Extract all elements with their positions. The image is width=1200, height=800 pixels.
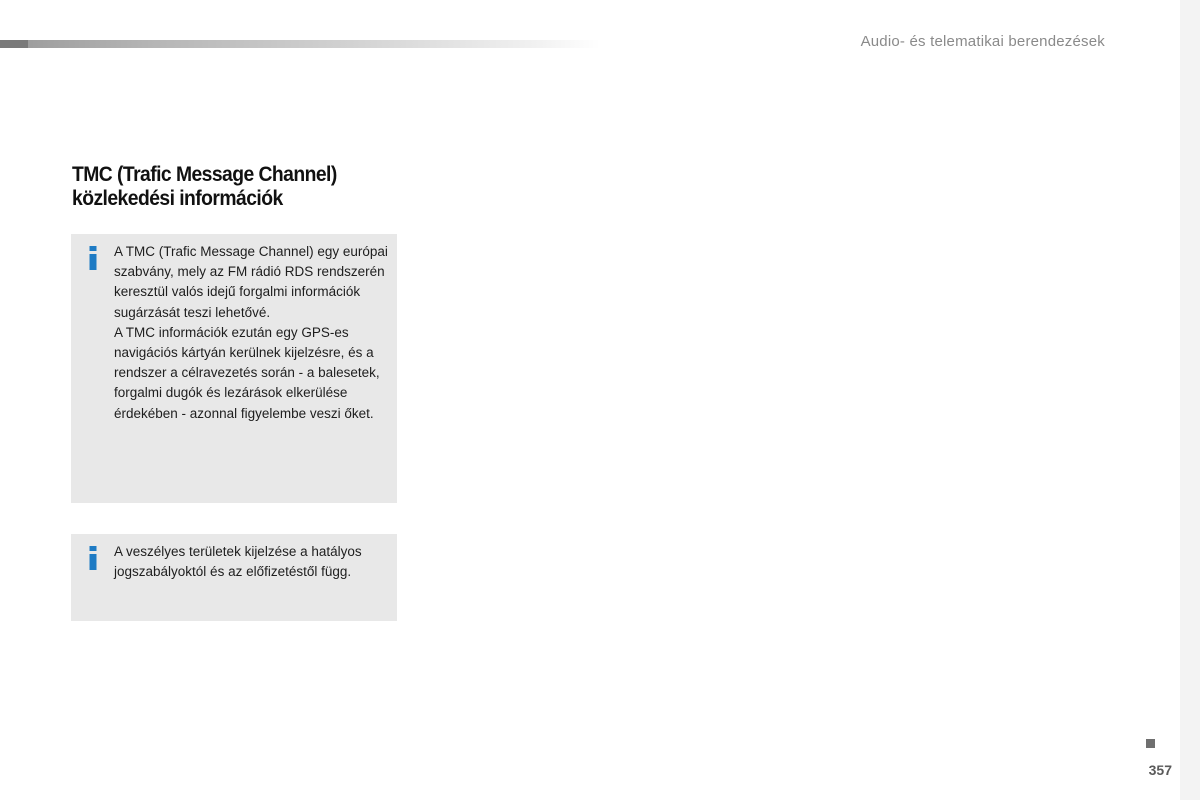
info-box-danger-zones [71, 534, 397, 621]
page-number: 357 [1148, 762, 1172, 778]
info-box-tmc [71, 234, 397, 503]
info-paragraph: A TMC (Trafic Message Channel) egy európai szabvány, mely az FM rádió RDS rendszerén keresztül valós idejű forgalmi információk sugárzását teszi lehetővé. [114, 244, 388, 320]
info-paragraph: A TMC információk ezután egy GPS-es navigációs kártyán kerülnek kijelzésre, és a rendszer a célravezetés során - a balesetek, forgalmi dugók és lezárások elkerülése érdekében - azonnal figyelembe veszi őket. [114, 324, 380, 421]
page-heading [72, 163, 385, 211]
info-text [114, 242, 392, 424]
heading-line-1: TMC (Trafic Message Channel) [72, 163, 337, 186]
page-edge-strip [1180, 0, 1200, 800]
info-icon [88, 546, 98, 570]
header-gradient-bar [0, 40, 600, 48]
page-marker [1146, 739, 1155, 748]
heading-line-2: közlekedési információk [72, 187, 283, 210]
info-text [114, 542, 392, 582]
info-icon [88, 246, 98, 270]
section-title: Audio- és telematikai berendezések [860, 33, 1105, 50]
info-paragraph: A veszélyes területek kijelzése a hatályos jogszabályoktól és az előfizetéstől függ. [114, 544, 362, 580]
